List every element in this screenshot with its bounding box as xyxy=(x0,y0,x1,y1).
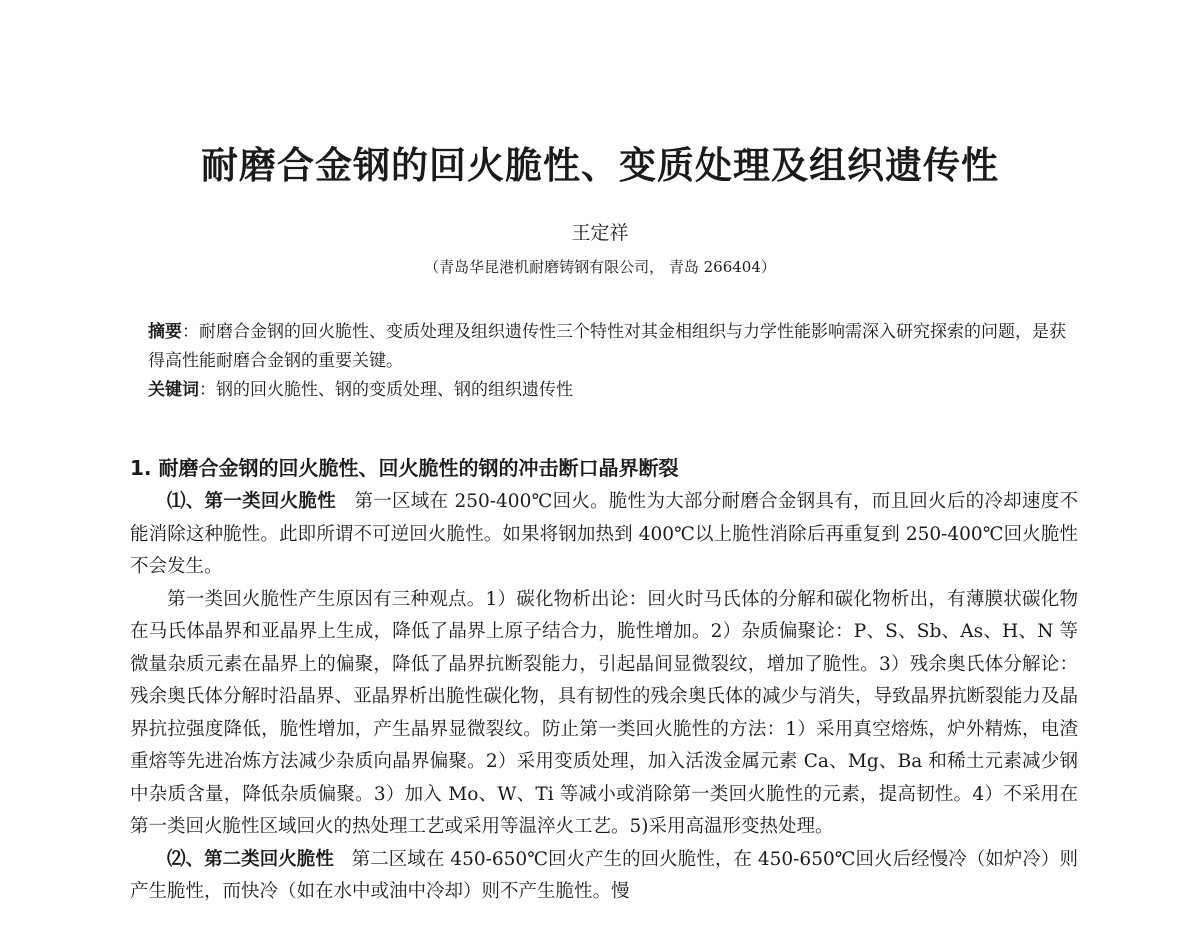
paragraph-1-text: 第一区域在 250-400℃回火。脆性为大部分耐磨合金钢具有，而且回火后的冷却速度不能消除这种脆性。此即所谓不可逆回火脆性。如果将钢加热到 400℃以上脆性消除后再重复到 250-400℃回火脆性不会发生。 xyxy=(130,491,1078,577)
abstract-paragraph xyxy=(148,318,1078,376)
keywords-colon: ： xyxy=(199,380,216,400)
paper-title: 耐磨合金钢的回火脆性、变质处理及组织遗传性 xyxy=(201,144,999,187)
paragraph-3-text: 第二区域在 450-650℃回火产生的回火脆性，在 450-650℃回火后经慢冷（如炉冷）则产生脆性，而快冷（如在水中或油中冷却）则不产生脆性。慢 xyxy=(130,848,1078,902)
paragraph-2-text: 第一类回火脆性产生原因有三种观点。1）碳化物析出论：回火时马氏体的分解和碳化物析出，有薄膜状碳化物在马氏体晶界和亚晶界上生成，降低了晶界上原子结合力，脆性增加。2）杂质偏聚论：P、S、Sb、As、H、N 等微量杂质元素在晶界上的偏聚，降低了晶界抗断裂能力，引起晶间显微裂纹，增加了脆性。3）残余奥氏体分解论：残余奥氏体分解时沿晶界、亚晶界析出脆性碳化物，具有韧性的残余奥氏体的减少与消失，导致晶界抗断裂能力及晶界抗拉强度降低，脆性增加，产生晶界显微裂纹。防止第一类回火脆性的方法：1）采用真空熔炼，炉外精炼，电渣重熔等先进冶炼方法减少杂质向晶界偏聚。2）采用变质处理，加入活泼金属元素 Ca、Mg、Ba 和稀土元素减少钢中杂质含量，降低杂质偏聚。3）加入 Mo、W、Ti 等减小或消除第一类回火脆性的元素，提高韧性。4）不采用在第一类回火脆性区域回火的热处理工艺或采用等温淬火工艺。5)采用高温形变热处理。 xyxy=(130,588,1078,837)
keywords-label: 关键词 xyxy=(148,380,199,400)
body-paragraph-3 xyxy=(130,844,1078,909)
author-affiliation: （青岛华昆港机耐磨铸钢有限公司， 青岛 266404） xyxy=(424,258,776,276)
abstract-label: 摘要 xyxy=(148,322,182,342)
abstract-block xyxy=(148,318,1078,405)
first-type-temper-brittleness-label: ⑴、第一类回火脆性 xyxy=(167,491,336,512)
section-body xyxy=(130,486,1078,909)
abstract-text: 耐磨合金钢的回火脆性、变质处理及组织遗传性三个特性对其金相组织与力学性能影响需深入研究探索的问题，是获得高性能耐磨合金钢的重要关键。 xyxy=(148,322,1066,371)
section-heading: 1. 耐磨合金钢的回火脆性、回火脆性的钢的冲击断口晶界断裂 xyxy=(130,456,679,480)
abstract-colon: ： xyxy=(182,322,199,342)
body-paragraph-1 xyxy=(130,486,1078,584)
keywords-paragraph xyxy=(148,376,1078,405)
body-paragraph-2 xyxy=(130,584,1078,844)
keywords-text: 钢的回火脆性、钢的变质处理、钢的组织遗传性 xyxy=(216,380,573,400)
author-name: 王定祥 xyxy=(571,222,629,244)
second-type-temper-brittleness-label: ⑵、第二类回火脆性 xyxy=(167,848,334,870)
